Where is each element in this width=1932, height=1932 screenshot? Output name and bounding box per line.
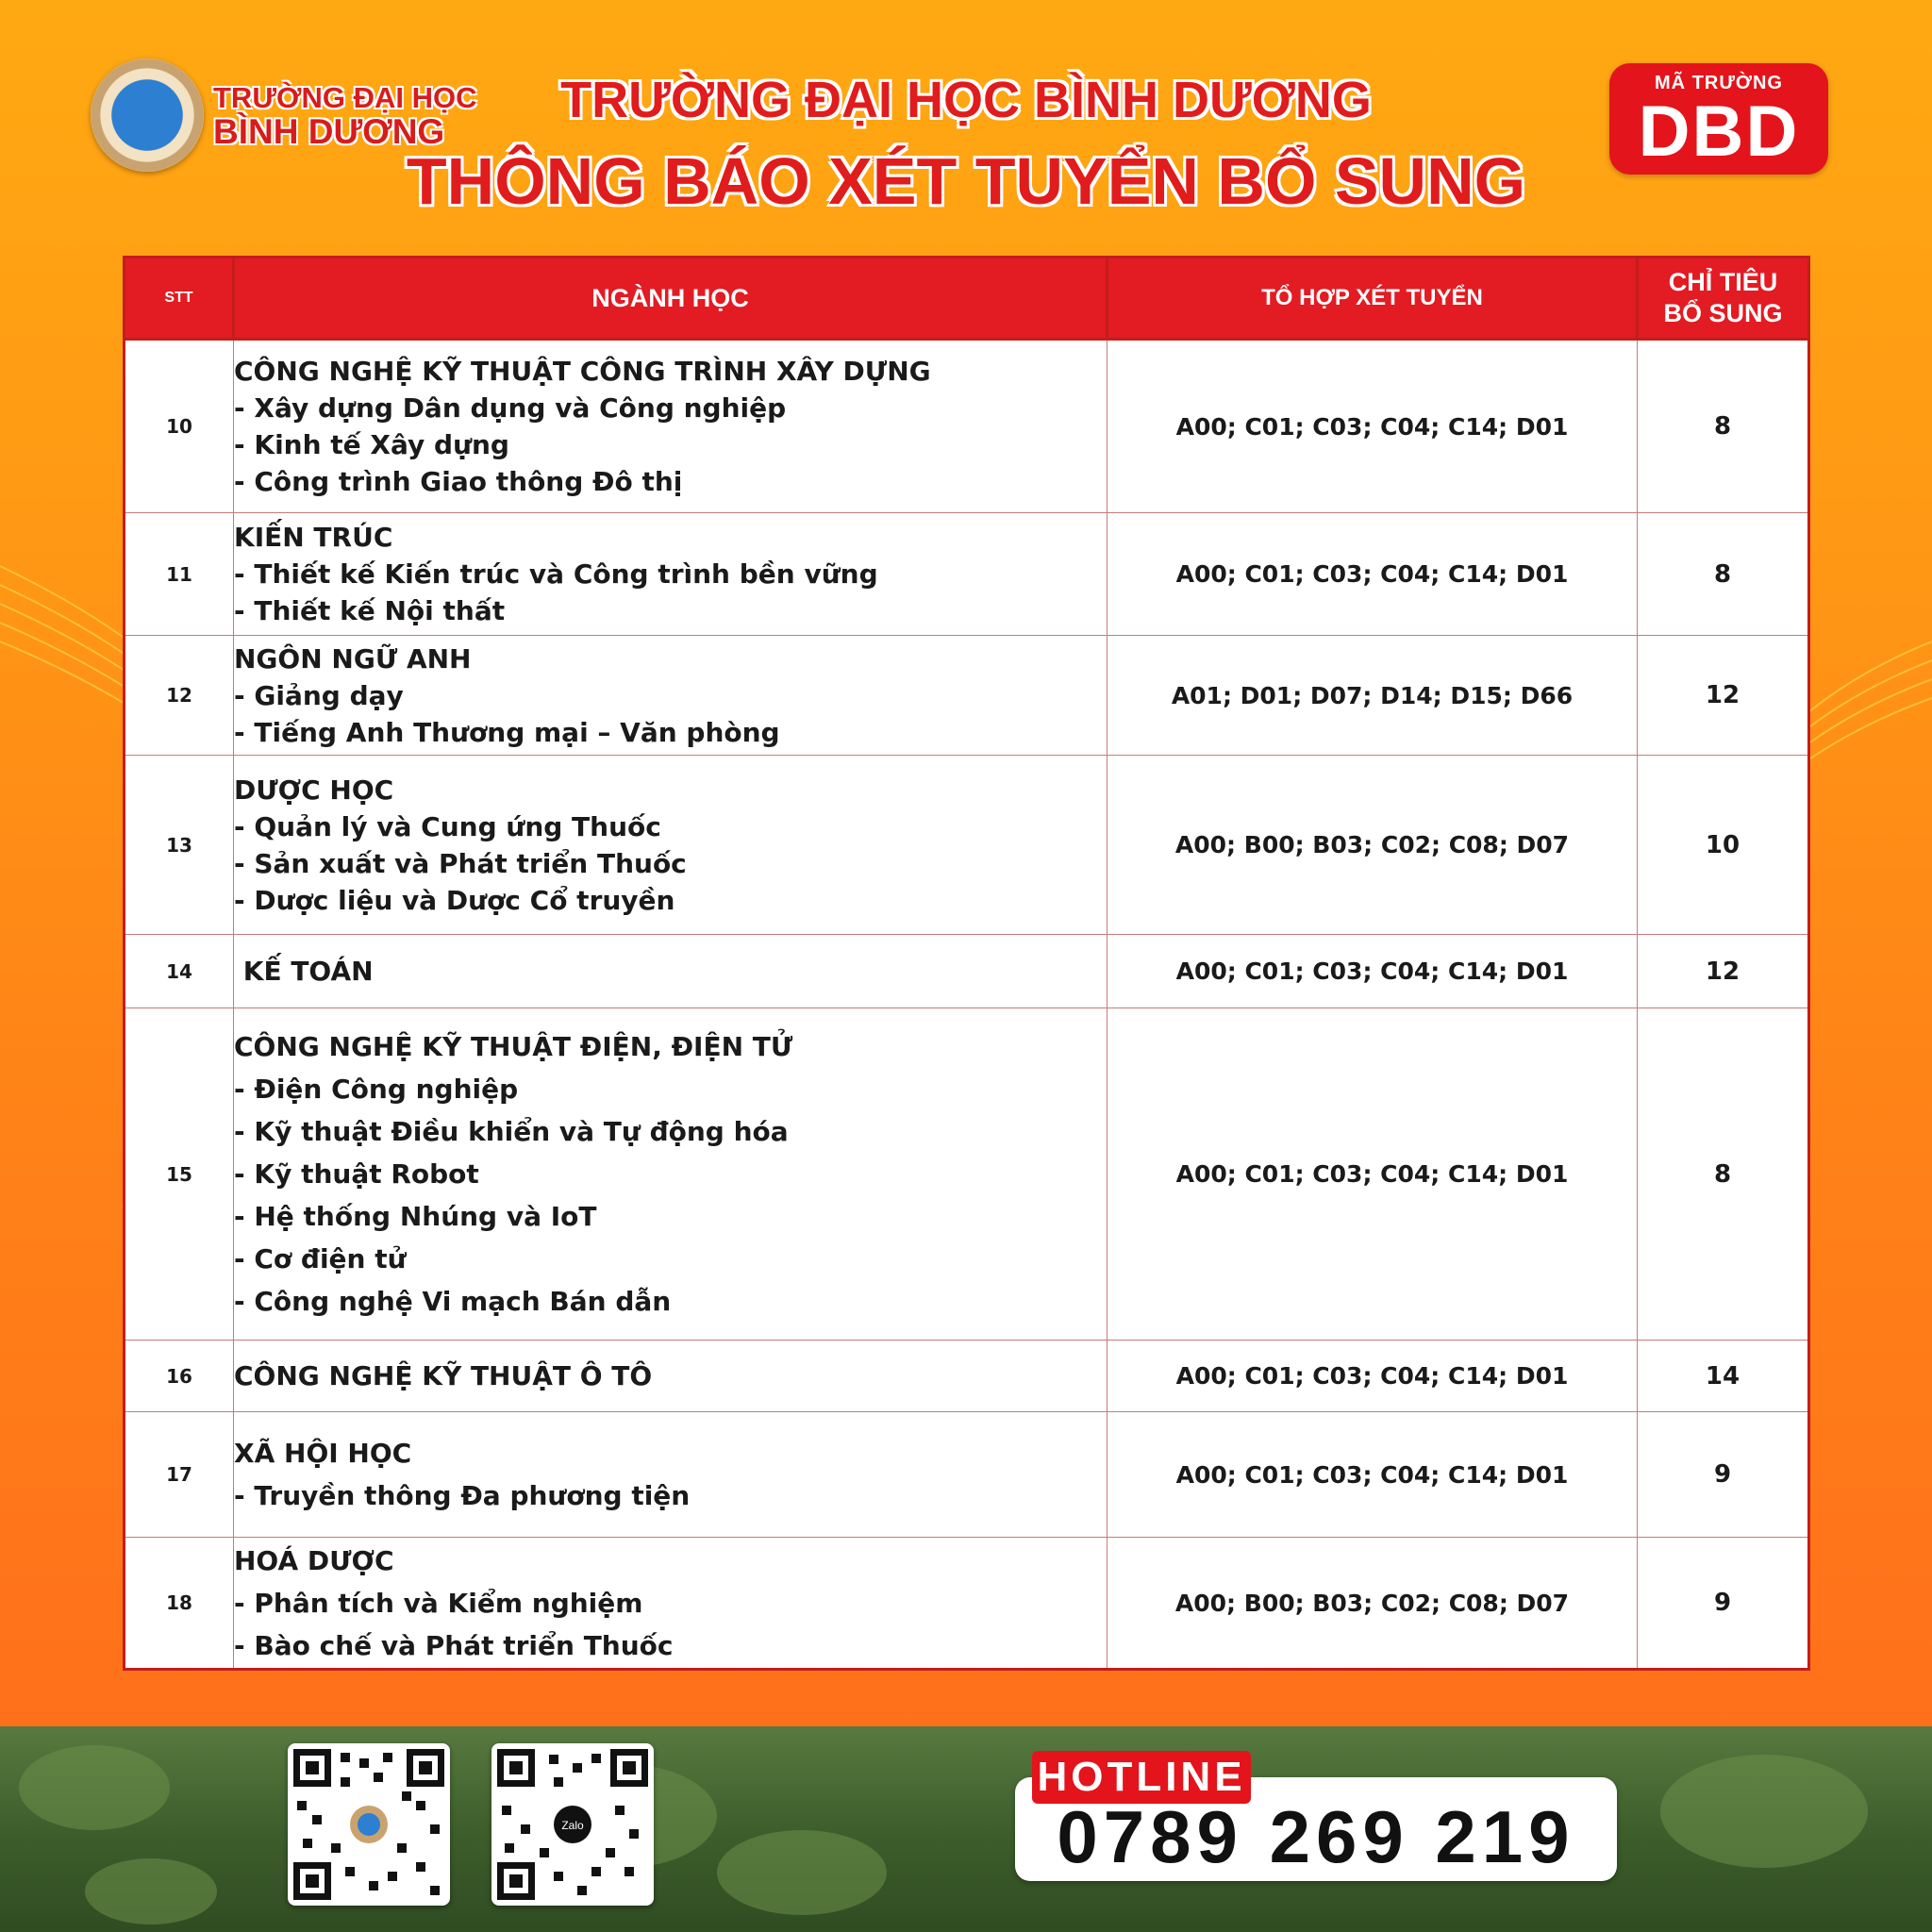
row-major: [234, 636, 1108, 756]
qr-website-icon: [293, 1749, 444, 1900]
table-row: [125, 1008, 1809, 1341]
row-major: [234, 513, 1108, 636]
row-quota: 10: [1638, 756, 1809, 935]
major-title: DƯỢC HỌC: [234, 774, 394, 806]
header-chi-tieu-line2: BỔ SUNG: [1663, 299, 1783, 327]
table-row: [125, 636, 1809, 756]
row-quota: 8: [1638, 513, 1809, 636]
major-specialization: - Xây dựng Dân dụng và Công nghiệp: [234, 392, 787, 424]
row-stt: 11: [125, 513, 234, 636]
major-title: CÔNG NGHỆ KỸ THUẬT CÔNG TRÌNH XÂY DỰNG: [234, 356, 931, 387]
header-stt: STT: [125, 258, 234, 340]
admission-table: [123, 256, 1810, 1671]
major-specialization: - Dược liệu và Dược Cổ truyền: [234, 884, 675, 916]
qr-code-zalo[interactable]: [491, 1743, 654, 1906]
row-combination: A00; C01; C03; C04; C14; D01: [1108, 1341, 1638, 1412]
table-row: [125, 340, 1809, 513]
header-chi-tieu-line1: CHỈ TIÊU: [1668, 268, 1778, 296]
major-title: KIẾN TRÚC: [234, 522, 393, 553]
row-stt: 12: [125, 636, 234, 756]
major-specialization: - Sản xuất và Phát triển Thuốc: [234, 847, 687, 879]
row-major: [234, 756, 1108, 935]
major-specialization: - Phân tích và Kiểm nghiệm: [234, 1587, 643, 1619]
table-row: [125, 1538, 1809, 1670]
major-specialization: - Bào chế và Phát triển Thuốc: [234, 1629, 674, 1661]
row-combination: A00; C01; C03; C04; C14; D01: [1108, 1412, 1638, 1538]
major-title: CÔNG NGHỆ KỸ THUẬT Ô TÔ: [234, 1360, 653, 1391]
major-title: HOÁ DƯỢC: [234, 1544, 394, 1576]
qr-zalo-icon: [497, 1749, 648, 1900]
row-stt: 10: [125, 340, 234, 513]
major-specialization: - Công nghệ Vi mạch Bán dẫn: [234, 1286, 672, 1317]
row-major: [234, 1412, 1108, 1538]
logo-text-line1: TRƯỜNG ĐẠI HỌC: [213, 81, 477, 114]
row-stt: 15: [125, 1008, 234, 1341]
row-combination: A00; C01; C03; C04; C14; D01: [1108, 340, 1638, 513]
row-major: [234, 1538, 1108, 1670]
row-combination: A00; C01; C03; C04; C14; D01: [1108, 513, 1638, 636]
hotline-number[interactable]: 0789 269 219: [1057, 1795, 1575, 1878]
major-specialization: - Kỹ thuật Robot: [234, 1158, 479, 1190]
row-stt: 17: [125, 1412, 234, 1538]
major-specialization: - Tiếng Anh Thương mại – Văn phòng: [234, 716, 780, 748]
row-major: [234, 340, 1108, 513]
table-row: [125, 1341, 1809, 1412]
zalo-label: Zalo: [561, 1819, 584, 1832]
header-nganh-hoc: NGÀNH HỌC: [234, 258, 1108, 340]
major-title: NGÔN NGỮ ANH: [234, 642, 472, 675]
row-quota: 12: [1638, 636, 1809, 756]
row-combination: A00; B00; B03; C02; C08; D07: [1108, 756, 1638, 935]
table-row: [125, 1412, 1809, 1538]
hotline-label: HOTLINE: [1032, 1751, 1251, 1804]
major-specialization: - Công trình Giao thông Đô thị: [234, 466, 683, 497]
table-row: [125, 513, 1809, 636]
header-to-hop: TỔ HỢP XÉT TUYỂN: [1108, 258, 1638, 340]
major-title: CÔNG NGHỆ KỸ THUẬT ĐIỆN, ĐIỆN TỬ: [234, 1031, 793, 1062]
row-combination: A01; D01; D07; D14; D15; D66: [1108, 636, 1638, 756]
header-chi-tieu: [1638, 258, 1809, 340]
row-quota: 9: [1638, 1538, 1809, 1670]
row-quota: 9: [1638, 1412, 1809, 1538]
page-title: TRƯỜNG ĐẠI HỌC BÌNH DƯƠNG: [560, 72, 1372, 128]
row-quota: 12: [1638, 935, 1809, 1008]
major-title: XÃ HỘI HỌC: [234, 1438, 412, 1469]
row-combination: A00; B00; B03; C02; C08; D07: [1108, 1538, 1638, 1670]
row-quota: 8: [1638, 1008, 1809, 1341]
row-major: [234, 1341, 1108, 1412]
major-specialization: - Hệ thống Nhúng và IoT: [234, 1201, 597, 1232]
major-specialization: - Giảng dạy: [234, 679, 404, 711]
row-quota: 14: [1638, 1341, 1809, 1412]
major-specialization: - Kỹ thuật Điều khiển và Tự động hóa: [234, 1116, 789, 1147]
school-code-value: DBD: [1638, 92, 1800, 172]
major-specialization: - Truyền thông Đa phương tiện: [234, 1480, 691, 1511]
major-specialization: - Cơ điện tử: [234, 1243, 407, 1274]
school-code-badge: [1609, 63, 1828, 175]
major-specialization: - Thiết kế Nội thất: [234, 595, 506, 626]
major-specialization: - Quản lý và Cung ứng Thuốc: [234, 810, 661, 842]
major-specialization: - Điện Công nghiệp: [234, 1074, 519, 1105]
table-row: [125, 935, 1809, 1008]
qr-code-website[interactable]: [288, 1743, 450, 1906]
row-combination: A00; C01; C03; C04; C14; D01: [1108, 935, 1638, 1008]
school-code-label: MÃ TRƯỜNG: [1655, 73, 1783, 93]
row-major: [234, 1008, 1108, 1341]
major-specialization: - Kinh tế Xây dựng: [234, 429, 509, 460]
major-title: KẾ TOÁN: [234, 956, 374, 987]
row-stt: 14: [125, 935, 234, 1008]
row-stt: 16: [125, 1341, 234, 1412]
row-quota: 8: [1638, 340, 1809, 513]
row-major: [234, 935, 1108, 1008]
row-stt: 18: [125, 1538, 234, 1670]
logo-text-line2: BÌNH DƯƠNG: [213, 111, 445, 151]
page-subtitle: THÔNG BÁO XÉT TUYỂN BỔ SUNG: [406, 144, 1526, 218]
row-stt: 13: [125, 756, 234, 935]
row-combination: A00; C01; C03; C04; C14; D01: [1108, 1008, 1638, 1341]
major-specialization: - Thiết kế Kiến trúc và Công trình bền vững: [234, 558, 878, 590]
table-header-row: [125, 258, 1809, 340]
table-row: [125, 756, 1809, 935]
